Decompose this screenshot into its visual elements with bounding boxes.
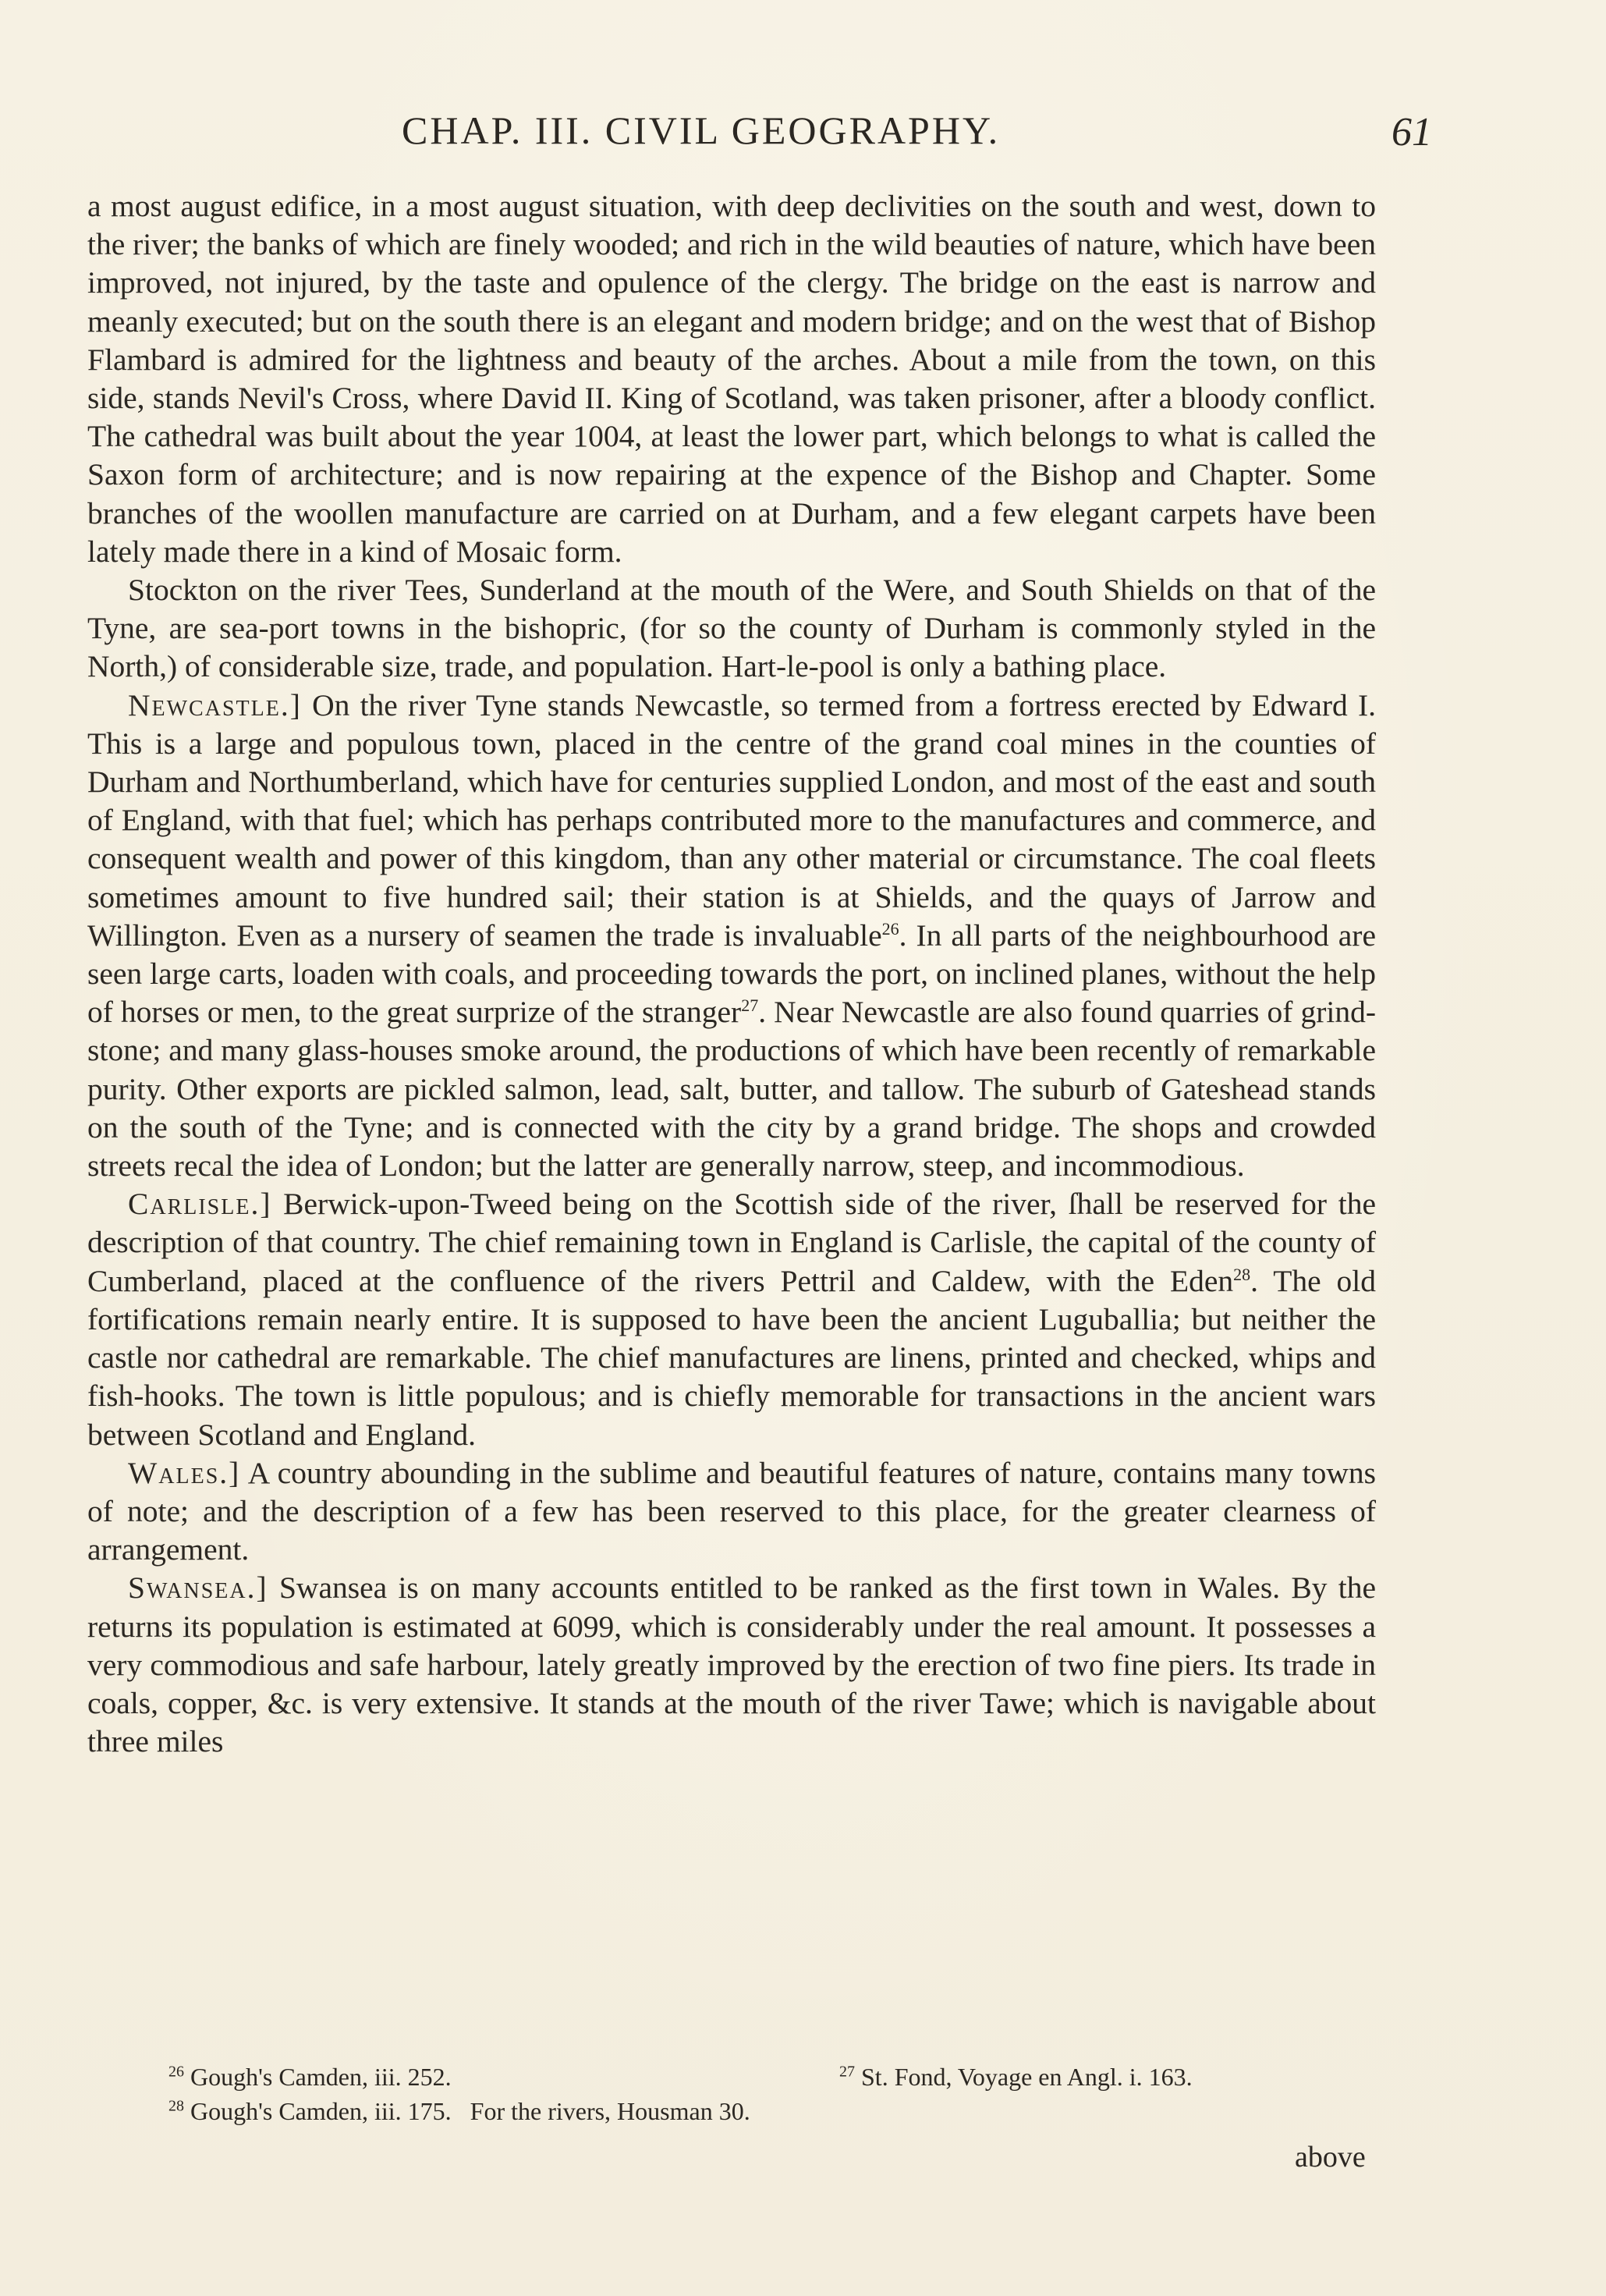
paragraph-text: On the river Tyne stands Newcastle, so termed from a fortress erected by Edward I. This is a large and populous town, placed in the centre of the grand coal mines in the counties of Durham and Northumberland, which have for centuries supplied London, and most of the east and south of England, with that fuel; which has perhaps contributed more to the manufactures and commerce, and consequent wealth and power of this kingdom, than any other material or circumstance. The coal fleets sometimes amount to five hundred sail; their station is at Shields, and the quays of Jarrow and Willington. Even as a nursery of seamen the trade is invaluable	[87, 687, 1376, 953]
footnote-ref-28[interactable]: 28	[1233, 1264, 1251, 1284]
body-text	[87, 187, 1376, 1761]
footnote-mark: 26	[168, 2063, 184, 2081]
paragraph-wales	[87, 1454, 1376, 1570]
footnote-26	[168, 2060, 452, 2094]
paragraph-stockton	[87, 571, 1376, 687]
footnote-ref-27[interactable]: 27	[741, 995, 759, 1016]
paragraph-text: Stockton on the river Tees, Sunderland at the mouth of the Were, and South Shields on that of the Tyne, are sea-port towns in the bishopric, (for so the county of Durham is commonly styled in the North,) of considerable size, trade, and population. Hart-le-pool is only a bathing place.	[87, 573, 1376, 684]
footnote-text: St. Fond, Voyage en Angl. i. 163.	[861, 2063, 1193, 2091]
paragraph-carlisle	[87, 1185, 1376, 1453]
footnote-mark: 28	[168, 2097, 184, 2115]
paragraph-text: . The old fortifications remain nearly entire. It is supposed to have been the ancient Luguballia; but neither the castle nor cathedral are remarkable. The chief manufactures are linens, printed and checked, whips and fish-hooks. The town is little populous; and is chiefly memorable for transactions in the ancient wars between Scotland and England.	[87, 1263, 1376, 1452]
catchword: above	[1295, 2141, 1366, 2174]
footnote-text: Gough's Camden, iii. 252.	[190, 2063, 452, 2091]
footnote-row	[168, 2060, 1370, 2094]
paragraph-text: . Near Newcastle are also found quarries of grind-stone; and many glass-houses smoke around, the productions of which have been recently of remarkable purity. Other exports are pickled salmon, lead, salt, butter, and tallow. The suburb of Gateshead stands on the south of the Tyne; and is connected with the city by a grand bridge. The shops and crowded streets recal the idea of London; but the latter are generally narrow, steep, and incommodious.	[87, 995, 1376, 1183]
paragraph-text: . In all parts of the neighbourhood are seen large carts, loaden with coals, and proceeding towards the port, on inclined planes, without the help of horses or men, to the great surprize of the stranger	[87, 917, 1376, 1030]
footnote-row	[168, 2094, 1370, 2128]
sidehead-swansea: Swansea.]	[128, 1570, 268, 1606]
footnote-28	[168, 2094, 750, 2128]
running-head: CHAP. III. CIVIL GEOGRAPHY.	[402, 108, 1001, 152]
footnote-27	[839, 2060, 1193, 2094]
footnotes	[168, 2060, 1370, 2128]
page-number: 61	[1392, 110, 1432, 154]
paragraph-text: Berwick-upon-Tweed being on the Scottish side of the river, ſhall be reserved for the description of that country. The chief remaining town in England is Carlisle, the capital of the county of Cumberland, placed at the confluence of the rivers Pettril and Caldew, with the Eden	[87, 1187, 1376, 1298]
sidehead-carlisle: Carlisle.]	[128, 1187, 272, 1222]
footnote-ref-26[interactable]: 26	[881, 918, 899, 939]
paragraph-newcastle	[87, 687, 1376, 1186]
sidehead-wales: Wales.]	[128, 1455, 241, 1490]
paragraph-durham	[87, 187, 1376, 571]
paragraph-text: A country abounding in the sublime and beautiful features of nature, contains many towns of note; and the description of a few has been reserved to this place, for the greater clearness of arrangement.	[87, 1455, 1376, 1567]
paragraph-text: a most august edifice, in a most august situation, with deep declivities on the south and west, down to the river; the banks of which are finely wooded; and rich in the wild beauties of nature, which have been improved, not injured, by the taste and opulence of the clergy. The bridge on the east is narrow and meanly executed; but on the south there is an elegant and modern bridge; and on the west that of Bishop Flambard is admired for the lightness and beauty of the arches. About a mile from the town, on this side, stands Nevil's Cross, where David II. King of Scotland, was taken prisoner, after a bloody conflict. The cathedral was built about the year 1004, at least the lower part, which belongs to what is called the Saxon form of architecture; and is now repairing at the expence of the Bishop and Chapter. Some branches of the woollen manufacture are carried on at Durham, and a few elegant carpets have been lately made there in a kind of Mosaic form.	[87, 189, 1376, 569]
paragraph-swansea	[87, 1569, 1376, 1761]
sidehead-newcastle: Newcastle.]	[128, 687, 302, 722]
footnote-mark: 27	[839, 2063, 855, 2081]
paragraph-text: Swansea is on many accounts entitled to be ranked as the first town in Wales. By the returns its population is estimated at 6099, which is considerably under the real amount. It possesses a very commodious and safe harbour, lately greatly improved by the erection of two fine piers. Its trade in coals, copper, &c. is very extensive. It stands at the mouth of the river Tawe; which is navigable about three miles	[87, 1570, 1376, 1759]
footnote-text: Gough's Camden, iii. 175. For the rivers, Housman 30.	[190, 2097, 750, 2125]
